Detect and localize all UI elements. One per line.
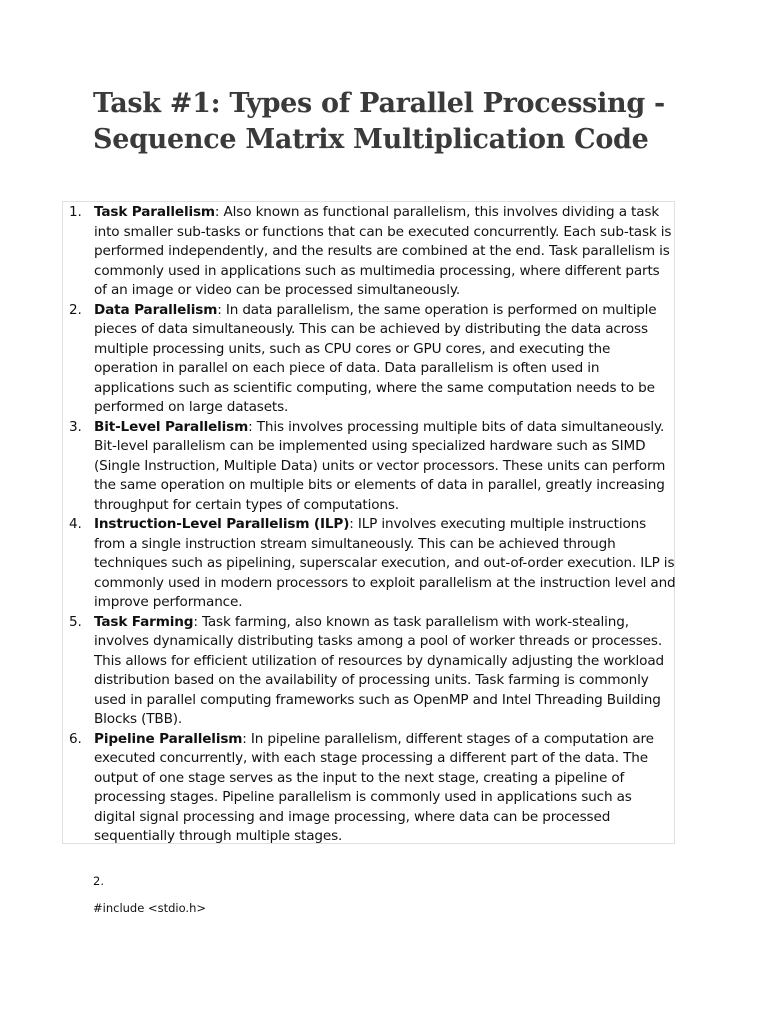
list-item-instruction-level-parallelism [63,515,676,613]
list-item-description: : ILP involves executing multiple instructions from a single instruction stream simultaneously. This can be achieved through techniques such as pipelining, superscalar execution, and out-of-order execution. ILP is commonly used in modern processors to exploit parallelism at the instruction level and improve performance. [94,516,676,610]
page-title: Task #1: Types of Parallel Processing - Sequence Matrix Multiplication Code [93,88,665,155]
list-item-bit-level-parallelism [63,418,676,516]
list-item-pipeline-parallelism [63,730,676,847]
list-item-number: 2. [69,301,82,318]
list-item-task-farming [63,613,676,730]
list-item-description: : In pipeline parallelism, different stages of a computation are executed concurrently, with each stage processing a different part of the data. The output of one stage serves as the input to the next stage, creating a pipeline of processing stages. Pipeline parallelism is commonly used in applications such as digital signal processing and image processing, where data can be processed sequentially through multiple stages. [94,730,654,844]
list-item-term: Data Parallelism [94,301,218,318]
list-item-term: Task Farming [94,613,194,630]
parallelism-list-box [62,201,675,844]
list-item-term: Pipeline Parallelism [94,730,243,747]
code-line: #include <stdio.h> [93,901,207,915]
list-item-number: 3. [69,418,82,435]
list-item-term: Instruction-Level Parallelism (ILP) [94,516,350,532]
parallelism-types-list [63,203,676,847]
list-item-description: : Also known as functional parallelism, this involves dividing a task into smaller sub-tasks or functions that can be executed concurrently. Each sub-task is performed independently, and the results are combined at the end. Task parallelism is commonly used in applications such as multimedia processing, where different parts of an image or video can be processed simultaneously. [94,204,672,298]
section-number: 2. [93,874,104,888]
list-item-term: Task Parallelism [94,204,215,220]
list-item-number: 6. [69,730,82,747]
list-item-number: 5. [69,613,82,630]
list-item-number: 1. [69,204,82,220]
list-item-description: : Task farming, also known as task parallelism with work-stealing, involves dynamically distributing tasks among a pool of worker threads or processes. This allows for efficient utilization of resources by dynamically adjusting the workload distribution based on the availability of processing units. Task farming is commonly used in parallel computing frameworks such as OpenMP and Intel Threading Building Blocks (TBB). [94,613,664,727]
list-item-number: 4. [69,516,82,532]
list-item-data-parallelism [63,301,676,418]
list-item-description: : In data parallelism, the same operation is performed on multiple pieces of data simultaneously. This can be achieved by distributing the data across multiple processing units, such as CPU cores or GPU cores, and executing the operation in parallel on each piece of data. Data parallelism is often used in applications such as scientific computing, where the same computation needs to be performed on large datasets. [94,301,657,415]
list-item-term: Bit-Level Parallelism [94,418,249,435]
list-item-task-parallelism [63,203,676,301]
list-item-description: : This involves processing multiple bits of data simultaneously. Bit-level parallelism can be implemented using specialized hardware such as SIMD (Single Instruction, Multiple Data) units or vector processors. These units can perform the same operation on multiple bits or elements of data in parallel, greatly increasing throughput for certain types of computations. [94,418,666,513]
